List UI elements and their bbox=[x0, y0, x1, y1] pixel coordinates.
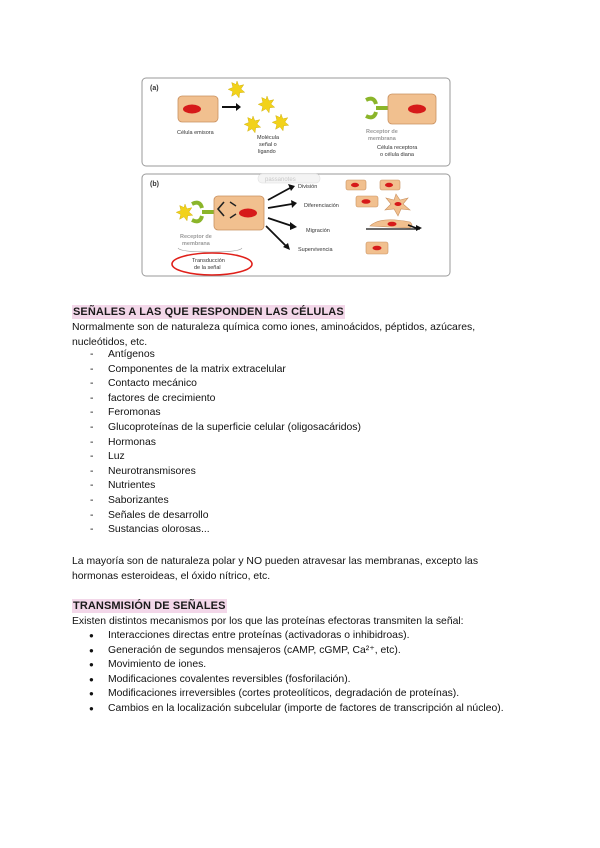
signals-closing bbox=[72, 554, 528, 584]
emitter-label: Célula emisora bbox=[177, 130, 214, 136]
list-item: ● Generación de segundos mensajeros (cAMP, cGMP, Ca²⁺, etc). bbox=[72, 644, 528, 659]
emitter-nucleus bbox=[183, 105, 201, 114]
receptor-label-2: membrana bbox=[368, 136, 396, 142]
signals-intro-line-1: Normalmente son de naturaleza química como iones, aminoácidos, péptidos, azúcares, bbox=[72, 322, 476, 333]
panel-b bbox=[142, 174, 450, 276]
transduction-label-1: Transducción bbox=[192, 258, 225, 264]
list-item: - Luz bbox=[72, 450, 528, 465]
signal-label-1: Molécula bbox=[257, 135, 280, 141]
list-item: - Sustancias olorosas... bbox=[72, 523, 528, 538]
outcome-differentiation: Diferenciación bbox=[304, 203, 339, 209]
list-item: ● Modificaciones covalentes reversibles (fosforilación). bbox=[72, 673, 528, 688]
signals-intro bbox=[72, 320, 528, 350]
panel-a-label: (a) bbox=[150, 85, 159, 92]
transmission-list bbox=[72, 629, 528, 717]
target-label-2: o célula diana bbox=[380, 152, 414, 158]
panel-a bbox=[142, 78, 450, 166]
signals-intro-line-2: nucleótidos, etc. bbox=[72, 337, 148, 348]
target-nucleus bbox=[408, 105, 426, 114]
list-item: - Nutrientes bbox=[72, 479, 528, 494]
list-item: - Contacto mecánico bbox=[72, 377, 528, 392]
list-item: ● Movimiento de iones. bbox=[72, 658, 528, 673]
section-title-signals: SEÑALES A LAS QUE RESPONDEN LAS CÉLULAS bbox=[73, 306, 344, 318]
signal-label-3: ligando bbox=[258, 149, 276, 155]
responding-nucleus bbox=[239, 209, 257, 218]
list-item: ● Modificaciones irreversibles (cortes proteolíticos, degradación de proteínas). bbox=[72, 687, 528, 702]
list-item: ● Cambios en la localización subcelular (importe de factores de transcripción al núcleo). bbox=[72, 702, 528, 717]
list-item: ● Interacciones directas entre proteínas (activadoras o inhibidroas). bbox=[72, 629, 528, 644]
signaling-figure bbox=[140, 76, 452, 278]
target-label-1: Célula receptora bbox=[377, 145, 418, 151]
signals-list bbox=[72, 348, 528, 538]
list-item: - Saborizantes bbox=[72, 494, 528, 509]
list-item: - factores de crecimiento bbox=[72, 392, 528, 407]
list-item: - Señales de desarrollo bbox=[72, 509, 528, 524]
receptor-label-1: Receptor de bbox=[366, 129, 398, 135]
receptor-b-label-1: Receptor de bbox=[180, 234, 212, 240]
list-item: - Neurotransmisores bbox=[72, 465, 528, 480]
section-title-transmission: TRANSMISIÓN DE SEÑALES bbox=[73, 600, 226, 612]
list-item: - Feromonas bbox=[72, 406, 528, 421]
signals-closing-line-1: La mayoría son de naturaleza polar y NO pueden atravesar las membranas, excepto las bbox=[72, 556, 479, 567]
list-item: - Hormonas bbox=[72, 436, 528, 451]
survival-cell bbox=[366, 242, 388, 254]
signals-closing-line-2: hormonas esteroideas, el óxido nítrico, etc. bbox=[72, 571, 271, 582]
outcome-migration: Migración bbox=[306, 228, 330, 234]
transmission-intro: Existen distintos mecanismos por los que las proteínas efectoras transmiten la señal: bbox=[72, 616, 464, 627]
transduction-label-2: de la señal bbox=[194, 265, 221, 271]
list-item: - Antígenos bbox=[72, 348, 528, 363]
outcome-division: División bbox=[298, 184, 318, 190]
watermark: passanotes bbox=[265, 177, 296, 183]
receptor-b-label-2: membrana bbox=[182, 241, 210, 247]
outcome-survival: Supervivencia bbox=[298, 247, 333, 253]
signal-label-2: señal o bbox=[259, 142, 277, 148]
panel-b-label: (b) bbox=[150, 181, 159, 188]
list-item: - Componentes de la matrix extracelular bbox=[72, 363, 528, 378]
list-item: - Glucoproteínas de la superficie celular (oligosacáridos) bbox=[72, 421, 528, 436]
